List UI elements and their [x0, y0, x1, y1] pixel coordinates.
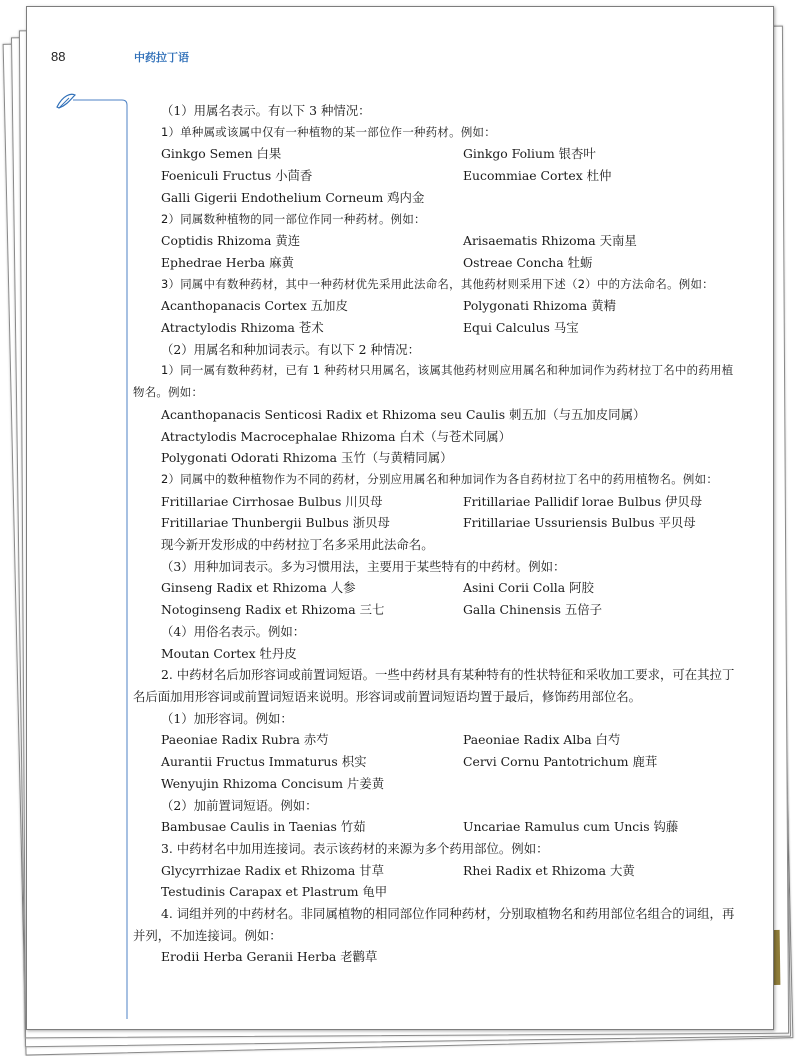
example-term: Fritillariae Cirrhosae Bulbus 川贝母 [161, 493, 383, 509]
example-row [133, 252, 737, 274]
example-term: Atractylodis Macrocephalae Rhizoma 白术（与苍术同属） [161, 428, 511, 444]
text-paragraph: 1）单种属或该属中仅有一种植物的某一部位作一种药材。例如： [161, 124, 496, 139]
example-term: Paeoniae Radix Alba 白芍 [463, 732, 621, 748]
example-term: Coptidis Rhizoma 黄连 [161, 233, 301, 249]
example-term: Ginkgo Semen 白果 [161, 146, 282, 162]
text-paragraph: （1）用属名表示。有以下 3 种情况： [161, 103, 371, 118]
text-paragraph: （1）加形容词。例如： [161, 710, 293, 726]
text-paragraph: 2）同属中的数种植物作为不同的药材，分别应用属名和种加词作为各自药材拉丁名中的药用植物名。例如： [161, 471, 719, 486]
example-row [133, 751, 737, 773]
example-term: Ginkgo Folium 银杏叶 [463, 146, 596, 162]
example-row [133, 599, 737, 621]
quill-icon [57, 94, 75, 108]
text-paragraph: 2. 中药材名后加形容词或前置词短语。一些中药材具有某种特有的性状特征和采收加工要求，可在其拉丁名后面加用形容词或前置词短语来说明。形容词或前置词短语均置于最后，修饰药用部位名。 [133, 667, 735, 704]
example-row [133, 230, 737, 252]
example-row [133, 729, 737, 751]
example-row [133, 317, 737, 339]
text-paragraph: （4）用俗名表示。例如： [161, 623, 306, 639]
example-term: Foeniculi Fructus 小茴香 [161, 168, 313, 184]
example-row [133, 491, 737, 513]
example-row [133, 577, 737, 599]
text-paragraph: （2）用属名和种加词表示。有以下 2 种情况： [161, 341, 421, 357]
example-term: Acanthopanacis Cortex 五加皮 [161, 298, 348, 314]
example-term: Arisaematis Rhizoma 天南星 [463, 233, 637, 249]
example-row [133, 816, 737, 838]
example-term: Uncariae Ramulus cum Uncis 钩藤 [463, 819, 679, 835]
example-term: Bambusae Caulis in Taenias 竹茹 [161, 819, 366, 835]
text-paragraph: 3. 中药材名中加用连接词。表示该药材的来源为多个药用部位。例如： [161, 840, 549, 856]
example-term: Wenyujin Rhizoma Concisum 片姜黄 [161, 775, 385, 791]
example-term: Galli Gigerii Endothelium Corneum 鸡内金 [161, 189, 425, 205]
example-term: Glycyrrhizae Radix et Rhizoma 甘草 [161, 862, 384, 878]
example-term: Erodii Herba Geranii Herba 老鹳草 [161, 949, 378, 965]
example-row [133, 295, 737, 317]
example-term: Galla Chinensis 五倍子 [463, 602, 603, 618]
example-term: Aurantii Fructus Immaturus 枳实 [161, 754, 367, 770]
example-term: Moutan Cortex 牡丹皮 [161, 645, 297, 661]
example-term: Notoginseng Radix et Rhizoma 三七 [161, 602, 385, 618]
example-term: Fritillariae Thunbergii Bulbus 浙贝母 [161, 515, 390, 531]
example-term: Rhei Radix et Rhizoma 大黄 [463, 862, 635, 878]
example-row [133, 860, 737, 882]
text-paragraph: 2）同属数种植物的同一部位作同一种药材。例如： [161, 211, 426, 226]
example-term: Fritillariae Pallidif lorae Bulbus 伊贝母 [463, 493, 703, 509]
text-paragraph: 3）同属中有数种药材，其中一种药材优先采用此法命名，其他药材则采用下述（2）中的方法命名。例如： [161, 276, 714, 291]
example-row [133, 143, 737, 165]
example-row [133, 165, 737, 187]
example-term: Ephedrae Herba 麻黄 [161, 254, 294, 270]
book-page [26, 6, 774, 1030]
text-paragraph: （3）用种加词表示。多为习惯用法，主要用于某些特有的中药材。例如： [161, 558, 566, 574]
text-paragraph: 4. 词组并列的中药材名。非同属植物的相同部位作同种药材，分别取植物名和药用部位名组合的词组，再并列，不加连接词。例如： [133, 906, 735, 943]
example-term: Ostreae Concha 牡蛎 [463, 254, 593, 270]
example-term: Testudinis Carapax et Plastrum 龟甲 [161, 884, 388, 900]
example-term: Fritillariae Ussuriensis Bulbus 平贝母 [463, 515, 696, 531]
example-term: Cervi Cornu Pantotrichum 鹿茸 [463, 754, 658, 770]
text-paragraph: 现今新开发形成的中药材拉丁名多采用此法命名。 [161, 537, 434, 553]
example-term: Acanthopanacis Senticosi Radix et Rhizoma seu Caulis 刺五加（与五加皮同属） [161, 406, 646, 422]
example-term: Polygonati Odorati Rhizoma 玉竹（与黄精同属） [161, 450, 453, 466]
example-term: Asini Corii Colla 阿胶 [463, 580, 594, 596]
example-term: Equi Calculus 马宝 [463, 320, 579, 336]
text-paragraph: （2）加前置词短语。例如： [161, 797, 318, 813]
body-text [133, 100, 737, 968]
example-term: Paeoniae Radix Rubra 赤芍 [161, 732, 329, 748]
example-row [133, 512, 737, 534]
example-term: Eucommiae Cortex 杜仲 [463, 168, 612, 184]
example-term: Ginseng Radix et Rhizoma 人参 [161, 580, 356, 596]
example-term: Polygonati Rhizoma 黄精 [463, 298, 617, 314]
running-header: 中药拉丁语 [134, 52, 189, 64]
text-paragraph: 1）同一属有数种药材，已有 1 种药材只用属名，该属其他药材则应用属名和种加词作为药材拉丁名中的药用植物名。例如： [133, 363, 734, 400]
example-term: Atractylodis Rhizoma 苍术 [161, 320, 324, 336]
page-number: 88 [51, 49, 66, 64]
